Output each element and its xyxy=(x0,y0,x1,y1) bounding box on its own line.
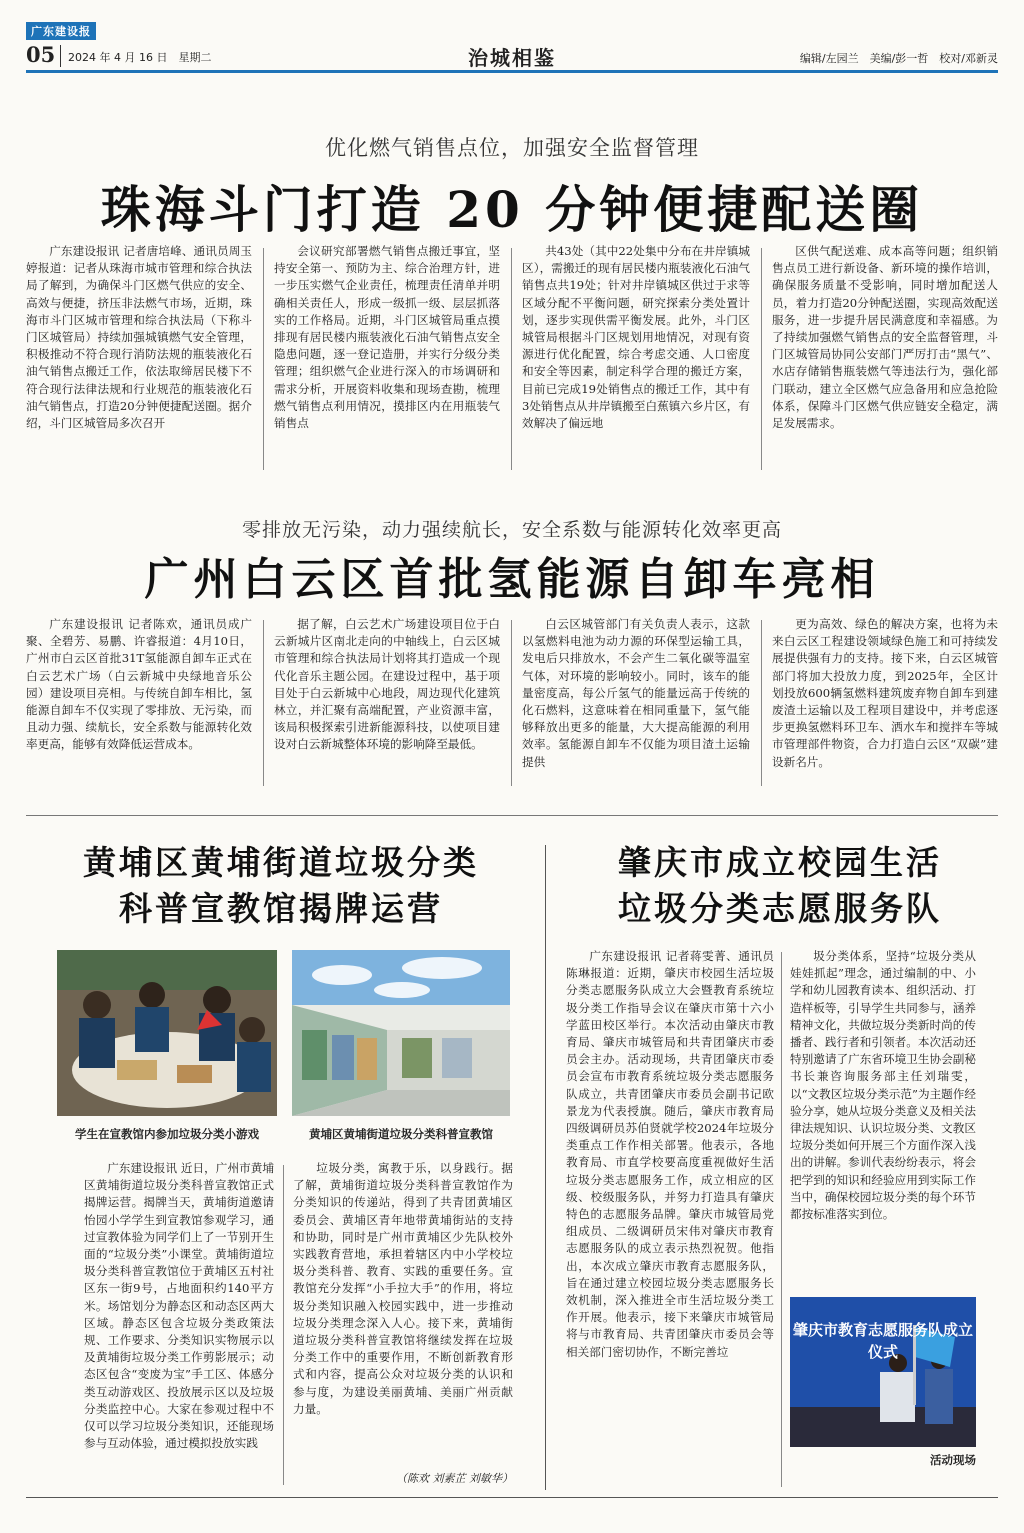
column-rule xyxy=(263,248,264,470)
section-title: 治城相鉴 xyxy=(468,46,556,70)
masthead-rule xyxy=(26,70,998,73)
story1-column-2: 会议研究部署燃气销售点搬迁事宜，坚持安全第一、预防为主、综合治理方针，进一步压实燃气企业责任，梳理责任清单并明确相关责任人，形成一级抓一级、层层抓落实的工作格局。近期，斗门区城管局重点摸排现有居民楼内瓶装液化石油气销售点安全隐患问题，逐一登记造册，并实行分级分类管理；组织燃气企业进行深入的市场调研和需求分析，开展资料收集和现场查勘，梳理燃气销售点利用情况，摸排区内在用瓶装气销售点 xyxy=(274,244,500,431)
photo-ceremony xyxy=(790,1297,976,1447)
story2-column-4: 更为高效、绿色的解决方案，也将为未来白云区工程建设领域绿色施工和可持续发展提供强有力的支持。接下来，白云区城管部门将加大投放力度，到2025年，全区计划投放600辆氢燃料建筑废弃物自卸车到建废渣土运输以及工程项目建设中，并考虑逐步更换氢燃料环卫车、洒水车和搅拌车等城市管理部件物资，合力打造白云区“双碳”建设新名片。 xyxy=(772,617,998,769)
story2-kicker: 零排放无污染，动力强续航长，安全系数与能源转化效率更高 xyxy=(241,519,782,541)
column-rule xyxy=(761,248,762,470)
story3-column-1: 广东建设报讯 近日，广州市黄埔区黄埔街道垃圾分类科普宣教馆正式揭牌运营。揭牌当天，黄埔街道邀请怡园小学学生到宣教馆参观学习，通过宣教体验为同学们上了一节别开生面的“垃圾分类”小课堂。黄埔街道垃圾分类科普宣教馆位于黄埔区五村社区东一街9号，占地面积约140平方米。场馆划分为静态区和动态区两大区域。静态区包含垃圾分类政策法规、工作要求、分类知识实物展示以及黄埔街垃圾分类工作剪影展示；动态区包含“变废为宝”手工区、体感分类互动游戏区、投放展示区以及垃圾分类监控中心。大家在参观过程中不仅可以学习垃圾分类知识，还能现场参与互动体验，通过模拟投放实践 xyxy=(84,1161,274,1451)
column-rule xyxy=(263,620,264,786)
story4-headline: 肇庆市成立校园生活 垃圾分类志愿服务队 xyxy=(618,843,942,928)
photo-caption-hall: 黄埔区黄埔街道垃圾分类科普宣教馆 xyxy=(309,1127,493,1141)
page-number: 05 xyxy=(26,42,56,67)
column-rule xyxy=(761,620,762,786)
section-divider xyxy=(26,815,998,816)
story1-column-3: 共43处（其中22处集中分布在井岸镇城区），需搬迁的现有居民楼内瓶装液化石油气销售点共19处；针对井岸镇城区供过于求等区域分配不平衡问题，研究探索分类处置计划，逐步实现供需平衡发展。此外，斗门区城管局根据斗门区规划用地情况，对现有资源进行优化配置，综合考虑交通、人口密度和安全等因素，制定科学合理的搬迁方案，目前已完成19处销售点的搬迁工作，其中有3处销售点从井岸镇搬至白蕉镇六乡片区，有效解决了偏远地 xyxy=(522,244,750,431)
column-rule xyxy=(781,952,782,1487)
story3-headline: 黄埔区黄埔街道垃圾分类 科普宣教馆揭牌运营 xyxy=(83,843,479,928)
story4-column-1: 广东建设报讯 记者蒋雯菁、通讯员陈琳报道：近期，肇庆市校园生活垃圾分类志愿服务队成立大会暨教育系统垃圾分类工作指导会议在肇庆市第十六小学蓝田校区举行。本次活动由肇庆市教育局、肇庆市城管局和共青团肇庆市委员会主办。活动现场，共青团肇庆市委员会宣布市教育系统垃圾分类志愿服务队成立，共青团肇庆市委员会副书记欧景龙为代表授旗。随后，肇庆市教育局四级调研员苏伯贤就学校2024年垃圾分类重点工作作相关部署。他表示，各地教育局、市直学校要高度重视做好生活垃圾分类志愿服务工作，成立相应的区级、校级服务队，并努力打造具有肇庆特色的志愿服务品牌。肇庆市城管局党组成员、二级调研员宋伟对肇庆市教育志愿服务队的成立表示热烈祝贺。他指出，本次成立肇庆市教育志愿服务队，旨在通过建立校园垃圾分类志愿服务长效机制，深入推进全市生活垃圾分类工作开展。他表示，接下来肇庆市城管局将与市教育局、共青团肇庆市委员会等相关部门密切协作，不断完善垃 xyxy=(566,949,774,1359)
editor-credits: 编辑/左园兰 美编/彭一哲 校对/邓新灵 xyxy=(799,52,998,65)
column-rule xyxy=(283,1165,284,1485)
story2-column-3: 白云区城管部门有关负责人表示，这款以氢燃料电池为动力源的环保型运输工具，发电后只排放水，不会产生二氧化碳等温室气体，对环境的影响较小。同时，该车的能量密度高，每公斤氢气的能量远高于传统的化石燃料，这意味着在相同重量下，氢气能够释放出更多的能量，大大提高能源的利用效率。氢能源自卸车不仅能为项目渣土运输提供 xyxy=(522,617,750,769)
story1-headline: 珠海斗门打造 20 分钟便捷配送圈 xyxy=(100,180,924,239)
story2-headline: 广州白云区首批氢能源自卸车亮相 xyxy=(144,554,880,605)
column-rule xyxy=(511,620,512,786)
story1-kicker: 优化燃气销售点位，加强安全监督管理 xyxy=(325,136,699,160)
photo-caption-students: 学生在宣教馆内参加垃圾分类小游戏 xyxy=(75,1127,259,1141)
story3-column-2: 垃圾分类，寓教于乐，以身践行。据了解，黄埔街道垃圾分类科普宣教馆作为分类知识的传递站，得到了共青团黄埔区委员会、黄埔区青年地带黄埔街站的支持和协助，同时是广州市黄埔区少先队校外实践教育营地，承担着辖区内中小学校垃圾分类科普、教育、实践的重要任务。宣教馆充分发挥“小手拉大手”的作用，将垃圾分类知识融入校园实践中，进一步推动垃圾分类理念深入人心。接下来，黄埔街道垃圾分类科普宣教馆将继续发挥在垃圾分类工作中的重要作用，不断创新教育形式和内容，提高公众对垃圾分类的认识和参与度，为建设美丽黄埔、美丽广州贡献力量。 xyxy=(293,1161,513,1416)
photo-students-game xyxy=(57,950,277,1116)
story2-column-2: 据了解，白云艺术广场建设项目位于白云新城片区南北走向的中轴线上，白云区城市管理和综合执法局计划将其打造成一个现代化音乐主题公园。在建设过程中，基于项目处于白云新城中心地段，周边现代化建筑林立，并汇聚有高端配置，产业资源丰富，该局积极探索引进新能源科技，以使项目建设对白云新城整体环境的影响降至最低。 xyxy=(274,617,500,752)
story2-column-1: 广东建设报讯 记者陈欢，通讯员成广聚、全碧芳、易鹏、许睿报道：4月10日，广州市白云区首批31T氢能源自卸车正式在白云艺术广场（白云新城中央绿地音乐公园）建设项目亮相。与传统自卸车相比，氢能源自卸车不仅实现了零排放、无污染，而且动力强、续航长，安全系数与能源转化效率更高，能够有效降低运营成本。 xyxy=(26,617,252,752)
issue-date: 2024 年 4 月 16 日 星期二 xyxy=(68,51,212,64)
story1-column-1: 广东建设报讯 记者唐培峰、通讯员周玉婷报道：记者从珠海市城市管理和综合执法局了解到，为确保斗门区燃气供应的安全、高效与便捷，挤压非法燃气市场，近期，珠海市斗门区城市管理和综合执法局（下称斗门区城管局）持续加强城镇燃气安全管理，积极推动不符合现行消防法规的瓶装液化石油气销售点搬迁工作，依法取缔居民楼下不符合现行法律法规和行业规范的瓶装液化石油气销售点，打造20分钟便捷配送圈。据介绍，斗门区城管局多次召开 xyxy=(26,244,252,431)
photo-banner-text: 肇庆市教育志愿服务队成立仪式 xyxy=(792,1321,973,1361)
story1-column-4: 区供气配送难、成本高等问题；组织销售点员工进行新设备、新环境的操作培训，确保服务质量不受影响，同时增加配送人员，着力打造20分钟配送圈，实现高效配送服务，进一步提升居民满意度和幸福感。为了持续加强燃气销售点的安全监督管理，斗门区城管局协同公安部门严厉打击“黑气”、水店存储销售瓶装燃气等违法行为，强化部门联动，建立全区燃气应急备用和应急抢险体系，保障斗门区燃气供应链安全稳定，满足发展需求。 xyxy=(772,244,998,431)
paper-name-tag: 广东建设报 xyxy=(26,22,96,40)
photo-caption-ceremony: 活动现场 xyxy=(930,1453,976,1467)
story-divider xyxy=(545,845,546,1490)
column-rule xyxy=(511,248,512,470)
page-bottom-rule xyxy=(26,1497,998,1498)
story4-column-2: 圾分类体系，坚持“垃圾分类从娃娃抓起”理念，通过编制的中、小学和幼儿园教育读本、组织活动、打造样板等，引导学生共同参与，涵养精神文化，共做垃圾分类新时尚的传播者、践行者和引领者。本次活动还特别邀请了广东省环境卫生协会副秘书长兼咨询服务部主任刘瑞雯，以“文教区垃圾分类示范”为主题作经验分享，她从垃圾分类意义及相关法律法规知识、认识垃圾分类、文教区垃圾分类如何开展三个方面作深入浅出的讲解。参训代表纷纷表示，将会把学到的知识和经验应用到实际工作当中，确保校园垃圾分类的每个环节都按标准落实到位。 xyxy=(790,949,976,1222)
story3-credit: （陈欢 刘素芷 刘敏华） xyxy=(396,1472,513,1485)
photo-education-hall xyxy=(292,950,510,1116)
